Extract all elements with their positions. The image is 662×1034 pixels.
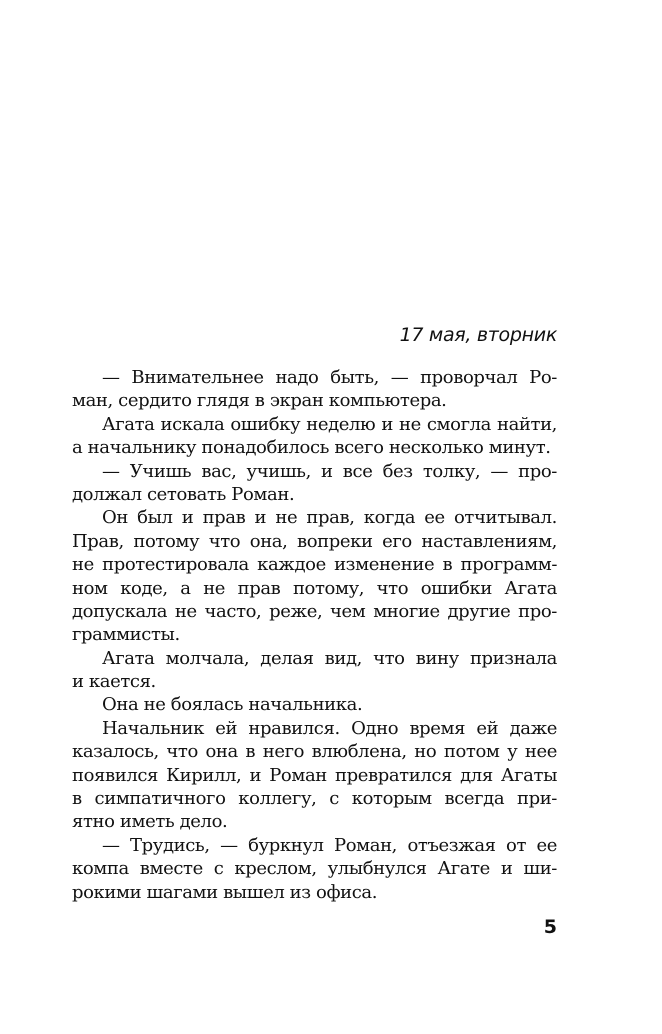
text-line: Агата искала ошибку неделю и не смогла найти, <box>102 413 557 435</box>
paragraph <box>72 506 557 646</box>
paragraph <box>72 413 557 460</box>
text-line: в симпатичного коллегу, с которым всегда при- <box>72 788 557 810</box>
text-line: компа вместе с креслом, улыбнулся Агате и ши- <box>72 858 557 880</box>
text-line: граммисты. <box>72 624 180 646</box>
text-line: ман, сердито глядя в экран компьютера. <box>72 390 447 412</box>
text-line: и кается. <box>72 671 156 693</box>
text-line: должал сетовать Роман. <box>72 483 295 505</box>
text-line: Прав, потому что она, вопреки его наставлениям, <box>72 530 557 552</box>
text-line: Начальник ей нравился. Одно время ей даже <box>102 717 557 739</box>
paragraph <box>72 717 557 834</box>
text-line: — Трудись, — буркнул Роман, отъезжая от ее <box>102 834 557 856</box>
text-line: допускала не часто, реже, чем многие другие про- <box>72 600 557 622</box>
page-number: 5 <box>543 916 557 938</box>
text-line: Он был и прав и не прав, когда ее отчитывал. <box>102 507 557 529</box>
paragraph <box>72 834 557 904</box>
text-line: — Внимательнее надо быть, — проворчал Ро- <box>102 367 557 388</box>
text-line: — Учишь вас, учишь, и все без толку, — про- <box>102 460 557 482</box>
paragraph <box>72 460 557 507</box>
chapter-date-heading: 17 мая, вторник <box>399 324 557 346</box>
body-text <box>72 366 557 904</box>
text-line: ятно иметь дело. <box>72 811 228 833</box>
text-line: не протестировала каждое изменение в программ- <box>72 554 557 576</box>
text-line: рокими шагами вышел из офиса. <box>72 881 378 903</box>
paragraph <box>72 647 557 694</box>
text-line: Она не боялась начальника. <box>102 694 363 716</box>
text-line: ном коде, а не прав потому, что ошибки Агата <box>72 577 557 599</box>
text-line: появился Кирилл, и Роман превратился для Агаты <box>72 764 557 786</box>
paragraph <box>72 366 557 413</box>
text-line: а начальнику понадобилось всего несколько минут. <box>72 437 551 459</box>
text-line: Агата молчала, делая вид, что вину признала <box>102 647 557 669</box>
paragraph <box>72 693 557 716</box>
text-line: казалось, что она в него влюблена, но потом у нее <box>72 741 557 763</box>
